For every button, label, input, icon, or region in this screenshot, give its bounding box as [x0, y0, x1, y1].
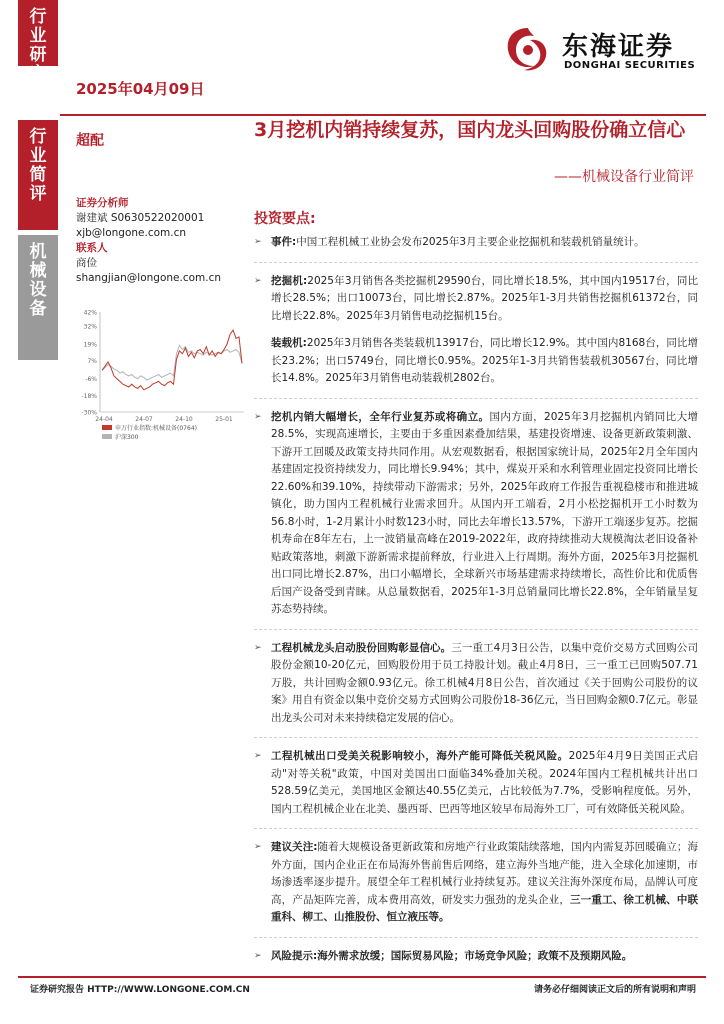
bullet-emphasis: 三一重工、徐工机械、中联重科、柳工、山推股份、恒立液压等。 — [271, 893, 699, 923]
side-tab-char: 业 — [29, 146, 47, 166]
chart-x-tick-label: 24-10 — [175, 416, 193, 423]
chart-svg — [74, 306, 249, 481]
chart-y-tick-label: -18% — [81, 392, 97, 400]
chart-series-line — [102, 330, 242, 390]
section-heading: 投资要点: — [254, 211, 316, 227]
bullet-domestic-sales — [254, 409, 698, 619]
chart-legend-swatch — [102, 425, 112, 430]
divider — [254, 629, 698, 630]
divider — [254, 262, 698, 263]
bullet-label: 建议关注: — [271, 841, 318, 853]
report-date: 2025年04月09日 — [76, 80, 205, 98]
side-tab-char: 简 — [29, 165, 47, 185]
side-tab-char: 业 — [29, 26, 47, 46]
chart-y-tick-label: 42% — [83, 309, 97, 317]
analyst-info — [76, 196, 236, 286]
bullet-text: 国内方面，2025年3月挖掘机内销同比大增28.5%，实现高速增长，主要由于多重因素叠加结果，基建投资增速、设备更新政策刺激、下游开工回暖及政策支持共同作用。从宏观数据看，根据国家统计局，2025年2月全年国内基建固定投资持续发力，同比增长9.94%；其中，煤炭开采和水利管理业固定投资同比增长22.60%和39.10%，持续带动下游需求；另外，2025年政府工作报告重视稳楼市和推进城镇化，助力国内工程机械行业需求回升。从国内开工端看，2月小松挖掘机开工小时数为56.8小时，1-2月累计小时数123小时，同比去年增长13.57%，下游开工端逐步复苏。挖掘机寿命在8年左右，上一波销量高峰在2019-2022年，政府持续推动大规模淘汰老旧设备补贴政策落地，刺激下游新需求提前释放，行业进入上行周期。海外方面，2025年3月挖掘机出口同比增长2.87%，出口小幅增长，全球新兴市场基建需求持续增长，高性价比和优质售后国产设备受到青睐。从总量数据看，2025年1-3月总销量同比增长22.8%，全年销量呈复苏态势持续。 — [271, 410, 699, 615]
analyst-heading: 证券分析师 — [76, 197, 129, 209]
paragraph-loader — [254, 335, 698, 388]
chart-y-tick-label: 7% — [87, 358, 97, 366]
logo-english-name: DONGHAI SECURITIES — [564, 60, 696, 71]
index-performance-chart — [74, 306, 249, 481]
bullet-label: 挖掘机: — [271, 274, 308, 287]
bullet-label: 风险提示: — [271, 949, 318, 962]
side-tab-char: 究 — [29, 64, 47, 84]
main-content — [254, 234, 698, 975]
bullet-text: 海外需求放缓；国际贸易风险；市场竞争风险；政策不及预期风险。 — [317, 949, 633, 962]
bullet-excavator — [254, 273, 698, 326]
contact-email[interactable]: shangjian@longone.com.cn — [76, 272, 222, 284]
chart-y-tick-label: -30% — [81, 409, 97, 417]
side-tab-char: 机 — [29, 242, 47, 262]
divider — [254, 737, 698, 738]
bullet-risk — [254, 948, 698, 966]
bullet-label: 挖机内销大幅增长，全年行业复苏或将确立。 — [271, 410, 490, 423]
divider — [254, 937, 698, 938]
bullet-text: 2025年4月9日美国正式启动"对等关税"政策，中国对美国出口面临34%叠加关税。2024年国内工程机械共计出口528.59亿美元，美国地区金额达40.55亿美元，占比较低为7.7%，受影响程度低。另外，国内工程机械企业在北美、墨西哥、巴西等地区较早布局海外工厂，可有效降低关税风险。 — [271, 750, 698, 815]
bullet-label: 事件: — [271, 236, 297, 248]
bullet-arrow-icon: ➢ — [254, 237, 262, 247]
bullet-tariff — [254, 748, 698, 818]
bullet-label: 工程机械出口受美关税影响较小，海外产能可降低关税风险。 — [271, 750, 569, 762]
chart-y-tick-label: -6% — [85, 376, 97, 384]
side-tab-char: 备 — [29, 299, 47, 319]
bullet-label: 工程机械龙头启动股份回购彰显信心。 — [271, 641, 452, 654]
side-tab-char: 研 — [29, 45, 47, 65]
chart-x-tick-label: 25-01 — [215, 416, 233, 423]
bullet-arrow-icon: ➢ — [254, 842, 262, 852]
divider — [254, 828, 698, 829]
divider — [254, 398, 698, 399]
rating-label: 超配 — [76, 133, 104, 149]
chart-x-tick-label: 24-04 — [95, 416, 113, 423]
side-tab-char: 行 — [29, 7, 47, 27]
header-divider — [60, 114, 706, 116]
side-tab-char: 械 — [29, 261, 47, 281]
chart-legend-label: 沪深300 — [115, 434, 139, 441]
bullet-buyback — [254, 640, 698, 728]
side-tab-industry-brief — [18, 120, 58, 230]
analyst-email[interactable]: xjb@longone.com.cn — [76, 227, 187, 239]
bullet-text: 中国工程机械工业协会发布2025年3月主要企业挖掘机和装载机销量统计。 — [296, 236, 645, 248]
bullet-arrow-icon: ➢ — [254, 411, 262, 422]
bullet-arrow-icon: ➢ — [254, 275, 262, 286]
side-tab-machinery — [18, 235, 58, 360]
footer-disclaimer: 请务必仔细阅读正文后的所有说明和声明 — [533, 985, 696, 995]
analyst-name: 谢建斌 S0630522020001 — [76, 212, 205, 224]
bullet-event — [254, 234, 698, 252]
bullet-arrow-icon: ➢ — [254, 642, 262, 653]
footer-website[interactable]: 证券研究报告 HTTP://WWW.LONGONE.COM.CN — [30, 985, 250, 995]
chart-y-tick-label: 19% — [83, 341, 97, 349]
side-tab-char: 评 — [29, 184, 47, 204]
logo-mark-icon — [500, 22, 556, 78]
logo-chinese-name: 东海证券 — [562, 32, 675, 62]
chart-legend-label: 申万行业指数:机械设备(0764) — [115, 425, 197, 432]
side-tab-char: 设 — [29, 280, 47, 300]
chart-series-line — [102, 345, 242, 380]
bullet-recommendation — [254, 839, 698, 927]
paragraph-text: 2025年3月销售各类装载机13917台，同比增长12.9%。其中国内8168台，同比增长23.2%；出口5749台，同比增长0.95%。2025年1-3月共销售装载机30567台，同比增长14.8%。2025年3月销售电动装载机2802台。 — [271, 337, 698, 384]
footer-divider — [18, 976, 706, 978]
bullet-text: 2025年3月销售各类挖掘机29590台，同比增长18.5%，其中国内19517台，同比增长28.5%；出口10073台，同比增长2.87%。2025年1-3月共销售挖掘机61372台，同比增长22.8%。2025年3月销售电动挖掘机15台。 — [271, 274, 699, 322]
report-title: 3月挖机内销持续复苏，国内龙头回购股份确立信心 — [254, 119, 686, 141]
report-subtitle: ——机械设备行业简评 — [554, 169, 694, 185]
bullet-text: 随着大规模设备更新政策和房地产行业政策陆续落地，国内内需复苏回暖确立；海外方面，国内企业正在布局海外售前售后网络，建立海外当地产能，进入全球化加速期，市场渗透率逐步提升。展望全年工程机械行业持续复苏。建议关注海外深度布局，品牌认可度高，产品矩阵完善，成本费用高效，研发实力强劲的龙头企业， — [271, 841, 698, 906]
bullet-arrow-icon: ➢ — [254, 950, 262, 961]
side-tab-industry-research — [18, 0, 58, 84]
bullet-arrow-icon: ➢ — [254, 751, 262, 761]
company-logo — [500, 22, 700, 78]
chart-legend-swatch — [102, 434, 112, 439]
bullet-text: 三一重工4月3日公告，以集中竞价交易方式回购公司股份金额10-20亿元，回购股份用于员工持股计划。截止4月8日，三一重工已回购507.71万股，共计回购金额0.93亿元。徐工机械4月8日公告，首次通过《关于回购公司股份的议案》用自有资金以集中竞价交易方式回购公司股份18-36亿元，当日回购金额0.7亿元。彰显出龙头公司对未来持续稳定发展的信心。 — [271, 641, 698, 724]
chart-y-tick-label: 32% — [83, 323, 97, 331]
contact-name: 商俭 — [76, 257, 97, 269]
side-tab-char: 行 — [29, 127, 47, 147]
paragraph-label: 装载机: — [271, 337, 307, 349]
chart-x-tick-label: 24-07 — [135, 416, 153, 423]
contact-heading: 联系人 — [76, 242, 108, 254]
